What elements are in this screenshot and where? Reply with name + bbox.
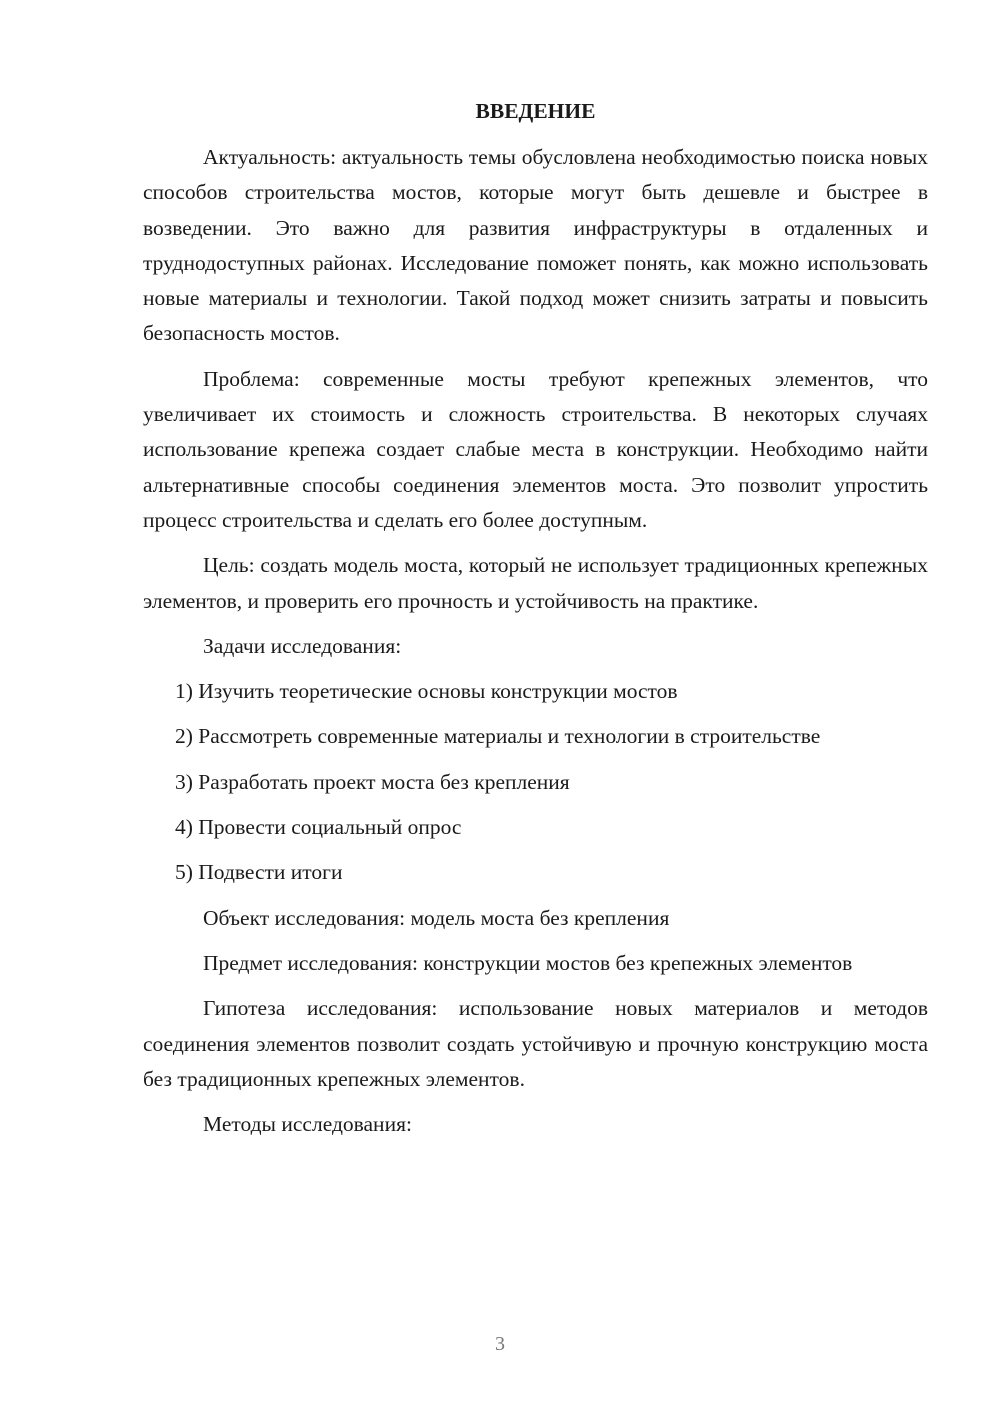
relevance-paragraph: Актуальность: актуальность темы обусловлена необходимостью поиска новых способов строительства мостов, которые могут быть дешевле и быстрее в возведении. Это важно для развития инфраструктуры в отдаленных и труднодоступных районах. Исследование поможет понять, как можно использовать новые материалы и технологии. Такой подход может снизить затраты и повысить безопасность мостов. <box>143 145 928 346</box>
task-item: 1) Изучить теоретические основы конструкции мостов <box>175 679 678 704</box>
methods-heading: Методы исследования: <box>203 1112 412 1137</box>
hypothesis-paragraph: Гипотеза исследования: использование новых материалов и методов соединения элементов позволит создать устойчивую и прочную конструкцию моста без традиционных крепежных элементов. <box>143 996 928 1091</box>
document-page <box>143 95 928 1152</box>
problem-paragraph: Проблема: современные мосты требуют крепежных элементов, что увеличивает их стоимость и сложность строительства. В некоторых случаях использование крепежа создает слабые места в конструкции. Необходимо найти альтернативные способы соединения элементов моста. Это позволит упростить процесс строительства и сделать его более доступным. <box>143 366 928 532</box>
task-item: 5) Подвести итоги <box>175 860 343 885</box>
tasks-heading: Задачи исследования: <box>203 633 402 658</box>
page-number: 3 <box>495 1333 505 1355</box>
tasks-list <box>143 674 928 890</box>
goal-paragraph: Цель: создать модель моста, который не использует традиционных крепежных элементов, и проверить его прочность и устойчивость на практике. <box>143 553 928 613</box>
task-item: 4) Провести социальный опрос <box>175 815 462 840</box>
subject-paragraph: Предмет исследования: конструкции мостов без крепежных элементов <box>203 950 853 975</box>
task-item: 2) Рассмотреть современные материалы и технологии в строительстве <box>175 724 821 749</box>
object-paragraph: Объект исследования: модель моста без крепления <box>203 905 670 930</box>
task-item: 3) Разработать проект моста без крепления <box>175 769 570 794</box>
page-title: ВВЕДЕНИЕ <box>475 99 596 123</box>
